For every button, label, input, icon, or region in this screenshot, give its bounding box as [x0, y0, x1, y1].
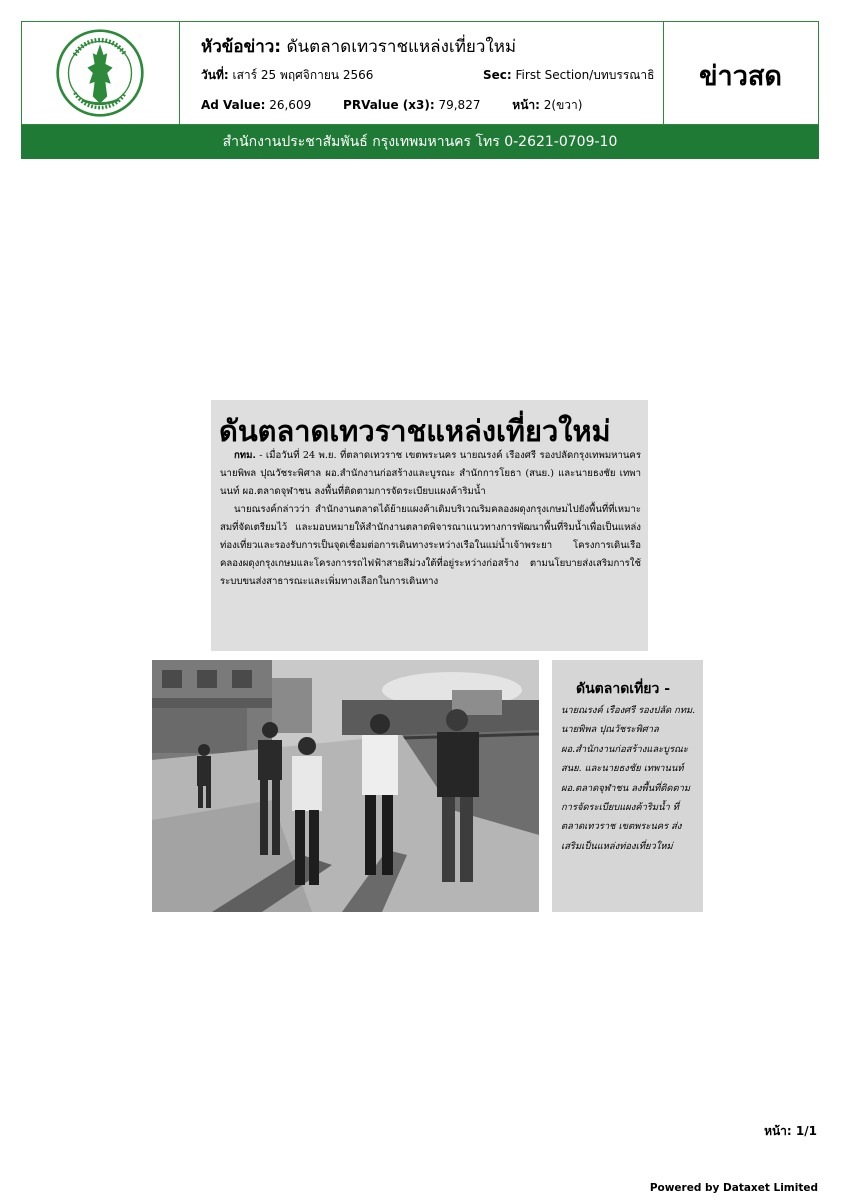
- photo-caption: [552, 660, 703, 912]
- info-cell: [179, 22, 664, 124]
- publication-name: ข่าวสด: [699, 61, 782, 92]
- date-row: [201, 66, 373, 85]
- article-clipping: [211, 400, 648, 651]
- headline-text: ดันตลาดเทวราชแหล่งเที่ยวใหม่: [286, 37, 517, 57]
- news-photo-image: [152, 660, 539, 912]
- date-value: เสาร์ 25 พฤศจิกายน 2566: [232, 68, 374, 82]
- article-body: [220, 447, 641, 591]
- caption-dash: -: [664, 681, 671, 697]
- footer-page-count: 1/1: [795, 1124, 817, 1138]
- agency-bar: สำนักงานประชาสัมพันธ์ กรุงเทพมหานคร โทร 0-2621-0709-10: [21, 125, 819, 159]
- article-title: ดันตลาดเทวราชแหล่งเที่ยวใหม่: [219, 414, 611, 448]
- article-paragraph-1-text: - เมื่อวันที่ 24 พ.ย. ที่ตลาดเทวราช เขตพระนคร นายณรงค์ เรืองศรี รองปลัดกรุงเทพมหานคร นายพิพล ปุณวัชระพิศาล ผอ.สำนักงานก่อสร้างและบูรณะ สำนักการโยธา (สนย.) และนายธงชัย เทพานนท์ ผอ.ตลาดจุฬาชน ลงพื้นที่ติดตามการจัดระเบียบแผงค้าริมน้ำ: [220, 450, 641, 497]
- section-value: First Section/บทบรรณาธิ: [515, 68, 655, 82]
- article-paragraph-1: [220, 447, 641, 501]
- caption-title: ดันตลาดเที่ยว: [576, 681, 660, 697]
- footer-page-label: หน้า:: [764, 1124, 792, 1138]
- caption-title-row: [576, 678, 670, 700]
- pr-value: 79,827: [438, 98, 481, 112]
- pr-value-label: PRValue (x3):: [343, 98, 435, 112]
- header-box: [21, 21, 819, 125]
- logo-cell: [22, 22, 180, 124]
- article-dateline: กทม.: [234, 450, 256, 461]
- bma-seal-logo: [55, 28, 145, 118]
- article-paragraph-2: นายณรงค์กล่าวว่า สำนักงานตลาดได้ย้ายแผงค้าเดิมบริเวณริมคลองผดุงกรุงเกษมไปยังพื้นที่ที่เหมาะสมที่จัดเตรียมไว้ และมอบหมายให้สำนักงานตลาดพิจารณาแนวทางการพัฒนาพื้นที่ริมน้ำเพื่อเป็นแหล่งท่องเที่ยวและรองรับการเป็นจุดเชื่อมต่อการเดินทางระหว่างเรือในแม่น้ำเจ้าพระยา โครงการเดินเรือคลองผดุงกรุงเกษมและโครงการรถไฟฟ้าสายสีม่วงใต้ที่อยู่ระหว่างก่อสร้าง ตามนโยบายส่งเสริมการใช้ระบบขนส่งสาธารณะและเพิ่มทางเลือกในการเดินทาง: [220, 504, 641, 587]
- news-photo: [152, 660, 539, 912]
- publication-cell: [663, 22, 818, 124]
- headline-label: หัวข้อข่าว:: [201, 37, 282, 57]
- powered-by: Powered by Dataxet Limited: [649, 1182, 818, 1194]
- page-label: หน้า:: [512, 98, 540, 112]
- headline-row: [201, 33, 516, 60]
- page-value: 2(ขวา): [543, 98, 583, 112]
- section-label: Sec:: [483, 68, 512, 82]
- ad-value: 26,609: [269, 98, 312, 112]
- value-row: [201, 96, 610, 115]
- footer-page-number: [764, 1122, 817, 1141]
- ad-value-label: Ad Value:: [201, 98, 266, 112]
- date-label: วันที่:: [201, 68, 229, 82]
- caption-text: นายณรงค์ เรืองศรี รองปลัด กทม. นายพิพล ปุณวัชระพิศาล ผอ.สำนักงานก่อสร้างและบูรณะ สนย. และนายธงชัย เทพานนท์ ผอ.ตลาดจุฬาชน ลงพื้นที่ติดตามการจัดระเบียบแผงค้าริมน้ำ ที่ตลาดเทวราช เขตพระนคร ส่งเสริมเป็นแหล่งท่องเที่ยวใหม่: [561, 705, 696, 852]
- section-row: [483, 66, 654, 85]
